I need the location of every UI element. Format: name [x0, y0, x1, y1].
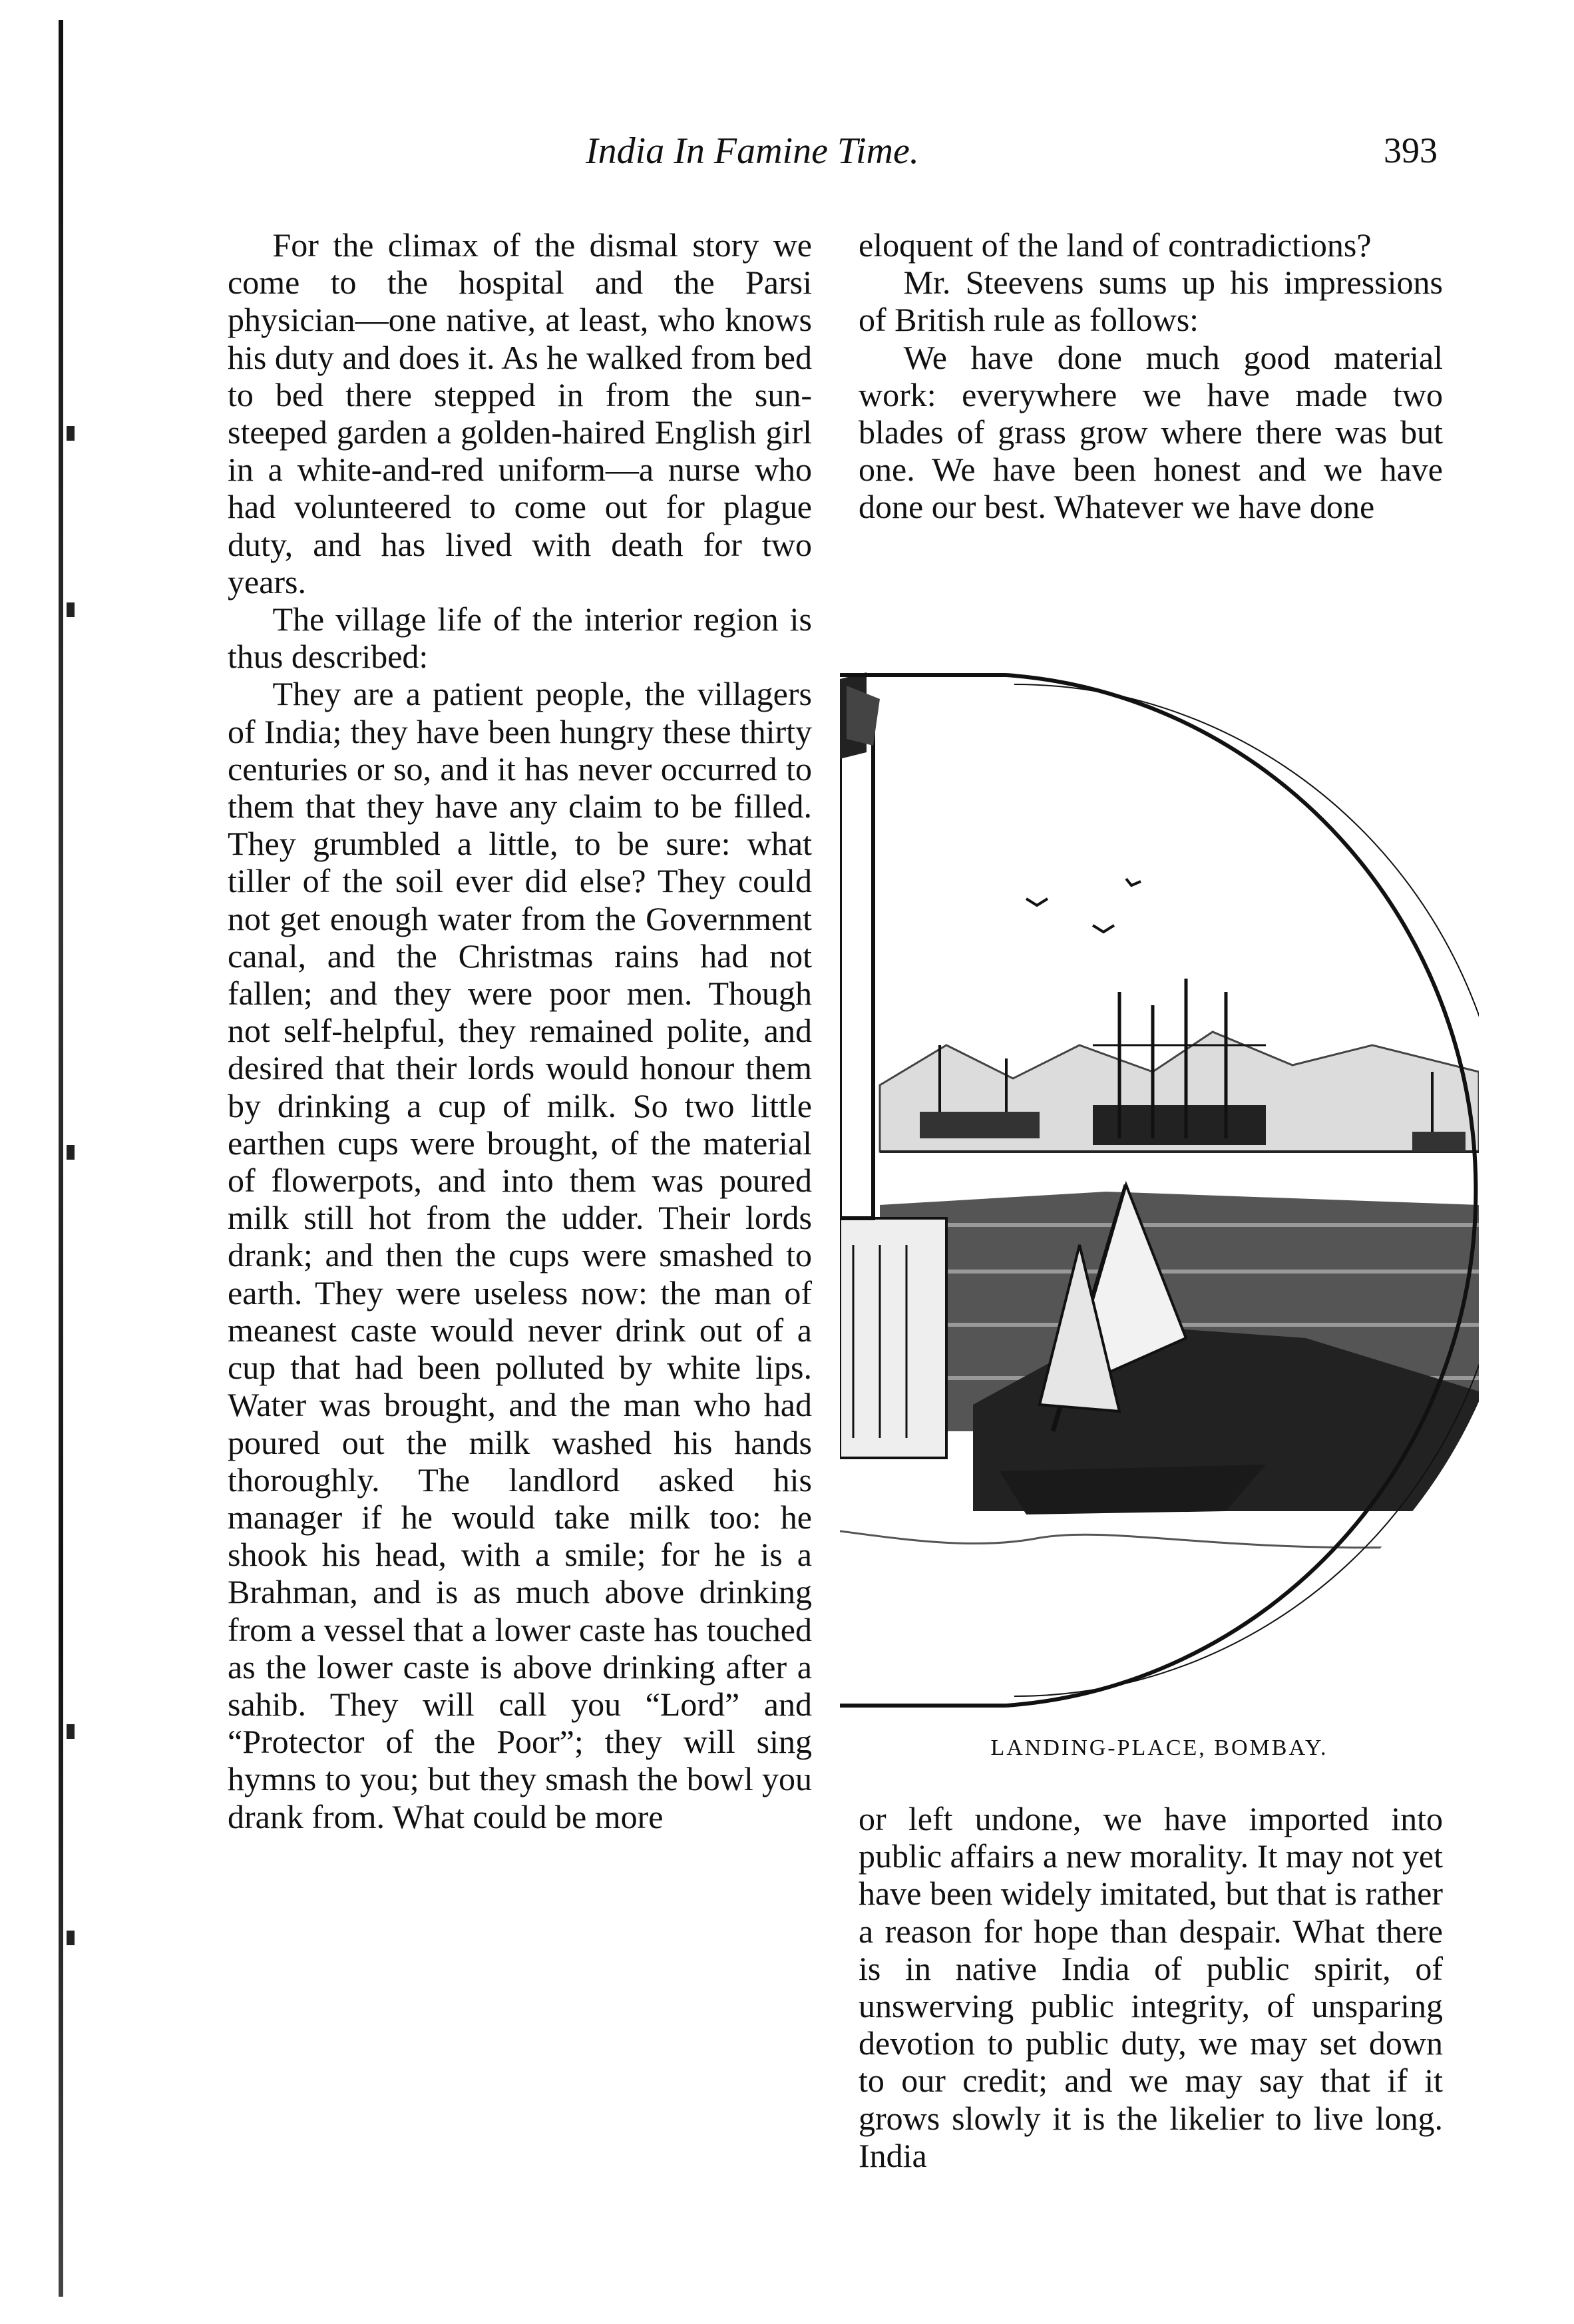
left-column [228, 226, 812, 1835]
binding-mark [67, 602, 75, 617]
page-header [226, 130, 1438, 183]
page-binding-edge [59, 20, 63, 2297]
paragraph-continuation: eloquent of the land of contradictions? [859, 226, 1372, 264]
binding-mark [67, 426, 75, 441]
paragraph-village-intro: The village life of the interior region is thus described: [228, 600, 812, 676]
paragraph-british-rule-quote: We have done much good material work: everywhere we have made two blades of grass grow where there was but one. We have been honest and we have done our best. Whatever we have done [859, 338, 1443, 526]
binding-mark [67, 1145, 75, 1160]
landing-place-illustration [840, 672, 1479, 1708]
figure-caption: LANDING-PLACE, BOMBAY. [990, 1736, 1328, 1760]
paragraph-villagers-quote: They are a patient people, the villagers of India; they have been hungry these thirty centuries or so, and it has never occurred to them that they have any claim to be filled. They grumbled a little, to be sure: what tiller of the soil ever did else? They could not get enough water from the Government canal, and the Christmas rains had not fallen; and they were poor men. Though not self-helpful, they remained polite, and desired that their lords would honour them by drinking a cup of milk. So two little earthen cups were brought, of the material of flowerpots, and into them was poured milk still hot from the udder. Their lords drank; and then the cups were smashed to earth. They were useless now: the man of meanest caste would never drink out of a cup that had been polluted by white lips. Water was brought, and the man who had poured out the milk washed his hands thoroughly. The landlord asked his manager if he would take milk too: he shook his head, with a smile; for he is a Brahman, and is as much above drinking from a vessel that a lower caste has touched as the lower caste is above drinking after a sahib. They will call you “Lord” and “Protector of the Poor”; they will sing hymns to you; but they smash the bowl you drank from. What could be more [228, 675, 812, 1835]
right-column-bottom [859, 1800, 1443, 2174]
right-column-top [859, 226, 1443, 526]
paragraph-steevens-intro: Mr. Steevens sums up his impressions of British rule as follows: [859, 264, 1443, 339]
page-number: 393 [1384, 130, 1438, 170]
binding-mark [67, 1931, 75, 1945]
paragraph-british-rule-continuation: or left undone, we have imported into public affairs a new morality. It may not yet have been widely imitated, but that is rather a reason for hope than despair. What there is in native India of public spirit, of unswerving public integrity, of unsparing devotion to public duty, we may set down to our credit; and we may say that if it grows slowly it is the likelier to live long. India [859, 1800, 1443, 2174]
binding-mark [67, 1724, 75, 1739]
running-title: India In Famine Time. [586, 130, 919, 172]
paragraph-hospital: For the climax of the dismal story we come to the hospital and the Parsi physician—one native, at least, who knows his duty and does it. As he walked from bed to bed there stepped in from the sun-steeped garden a golden-haired English girl in a white-and-red uniform—a nurse who had volunteered to come out for plague duty, and has lived with death for two years. [228, 226, 812, 600]
